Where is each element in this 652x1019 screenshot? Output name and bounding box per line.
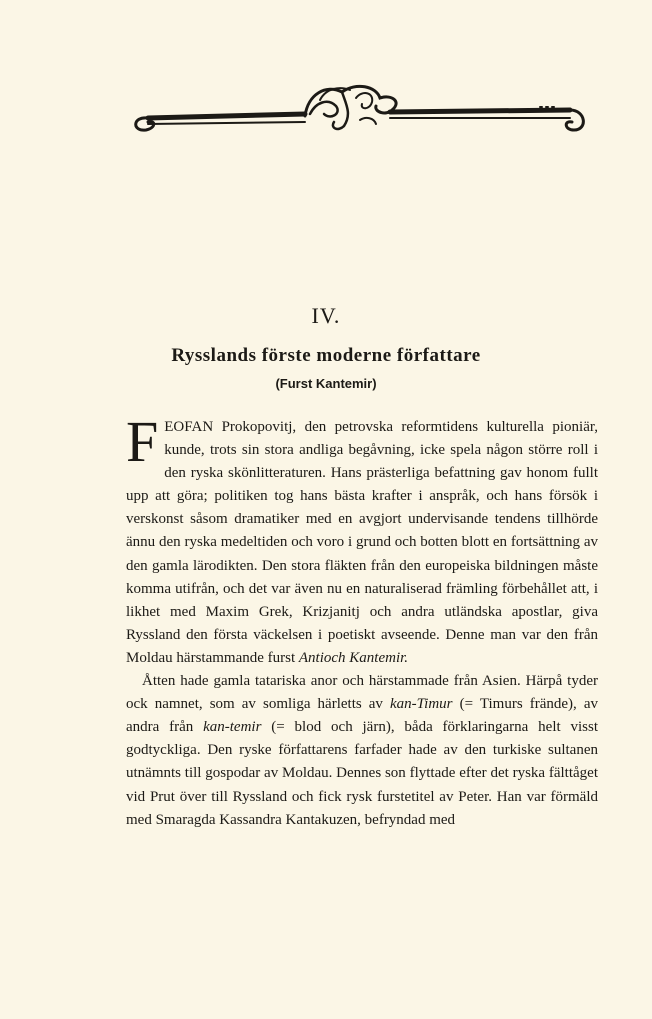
etymology-term-1: kan-Timur (390, 696, 453, 713)
decorative-scroll-ornament-icon (130, 80, 585, 132)
author-name: Antioch Kantemir. (298, 649, 409, 666)
paragraph-2 (126, 670, 598, 832)
chapter-number: IV. (311, 303, 341, 328)
paragraph-2-text-c: (= blod och järn), båda förklaringarna helt visst godtyckliga. Den ryske författarens farfader hade av den turkiske sultanen utnämnts till gospodar av Moldau. Dennes son flyttade efter det ryska fälttåget vid Prut över till Ryssland och fick rysk furstetitel av Peter. Han var förmäld med Smaragda Kassandra Kantakuzen, befryndad med (126, 719, 598, 828)
paragraph-1 (126, 409, 598, 670)
etymology-term-2: kan-temir (203, 719, 262, 736)
paragraph-2-text-a: Åtten hade gamla tatariska anor och härstammade från Asien. Härpå tyder ock namnet, som av somliga härletts av (126, 673, 598, 713)
body-text (126, 409, 598, 832)
chapter-title: Rysslands förste moderne författare (171, 345, 481, 366)
chapter-subtitle: (Furst Kantemir) (275, 376, 377, 391)
drop-cap: F (126, 409, 159, 474)
paragraph-2-text-b: (= Timurs frände), av andra från (126, 696, 598, 736)
paragraph-1-text: EOFAN Prokopovitj, den petrovska reformtidens kulturella pioniär, kunde, trots sin stora andliga begåvning, icke spela någon större roll i den ryska skönlitteraturen. Hans prästerliga befattning gav honom fullt upp att göra; politiken tog hans bästa krafter i anspråk, och hans försök i verskonst såsom dramatiker med en avgjort undervisande tendens tillhörde ännu den ryska medeltiden och voro i grund och botten blott en fortsättning av den gamla lärodikten. Den stora fläkten från den europeiska bildningen måste komma utifrån, och det var även nu en naturaliserad främling förbehållet att, i likhet med Maxim Grek, Krizjanitj och andra utländska apostlar, giva Ryssland den första väckelsen i poetiskt avseende. Denne man var den från Moldau härstammande furst (126, 419, 598, 666)
